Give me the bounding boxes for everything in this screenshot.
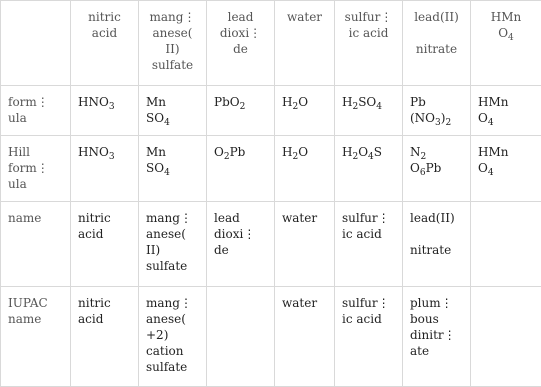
formula-manganese-sulfate: Mn $SO_4$ <box>139 86 207 136</box>
formula-sulfuric-acid: $H_2SO_4$ <box>335 86 403 136</box>
column-header-lead-dioxide: lead dioxi⋮ de <box>207 1 275 86</box>
hill-formula-manganese-sulfate: Mn $SO_4$ <box>139 136 207 202</box>
row-header-name: name <box>1 202 71 287</box>
name-hmno4-empty <box>471 202 541 287</box>
formula-water: $H_2O$ <box>275 86 335 136</box>
header-corner-cell <box>1 1 71 86</box>
column-header-sulfuric-acid: sulfur⋮ ic acid <box>335 1 403 86</box>
hill-formula-lead-dioxide: $O_2Pb$ <box>207 136 275 202</box>
iupac-sulfuric-acid: sulfur⋮ ic acid <box>335 287 403 387</box>
column-header-lead-nitrate: lead(II) nitrate <box>403 1 471 86</box>
formula-nitric-acid: $HNO_3$ <box>71 86 139 136</box>
iupac-nitric-acid: nitric acid <box>71 287 139 387</box>
column-header-nitric-acid: nitric acid <box>71 1 139 86</box>
row-header-hill-formula: Hill form⋮ ula <box>1 136 71 202</box>
hill-formula-lead-nitrate: $N_2$ $O_6Pb$ <box>403 136 471 202</box>
hill-formula-nitric-acid: $HNO_3$ <box>71 136 139 202</box>
row-header-iupac-name: IUPAC name <box>1 287 71 387</box>
iupac-lead-dioxide-empty <box>207 287 275 387</box>
formula-lead-dioxide: PbO$_2$ <box>207 86 275 136</box>
iupac-lead-nitrate: plum⋮ bous dinitr⋮ ate <box>403 287 471 387</box>
name-row <box>1 202 541 287</box>
hill-formula-sulfuric-acid: $H_2O_4S$ <box>335 136 403 202</box>
name-lead-nitrate: lead(II) nitrate <box>403 202 471 287</box>
hill-formula-water: $H_2O$ <box>275 136 335 202</box>
name-water: water <box>275 202 335 287</box>
iupac-manganese-sulfate: mang⋮ anese( +2) cation sulfate <box>139 287 207 387</box>
column-header-manganese-sulfate: mang⋮ anese( II) sulfate <box>139 1 207 86</box>
iupac-hmno4-empty <box>471 287 541 387</box>
formula-hmno4: HMn $O_4$ <box>471 86 541 136</box>
name-nitric-acid: nitric acid <box>71 202 139 287</box>
header-row <box>1 1 541 86</box>
name-sulfuric-acid: sulfur⋮ ic acid <box>335 202 403 287</box>
column-header-hmno4: HMn $O_4$ <box>471 1 541 86</box>
name-manganese-sulfate: mang⋮ anese( II) sulfate <box>139 202 207 287</box>
row-header-formula: form⋮ ula <box>1 86 71 136</box>
iupac-water: water <box>275 287 335 387</box>
hill-formula-hmno4: HMn $O_4$ <box>471 136 541 202</box>
name-lead-dioxide: lead dioxi⋮ de <box>207 202 275 287</box>
column-header-water: water <box>275 1 335 86</box>
iupac-name-row <box>1 287 541 387</box>
formula-lead-nitrate: Pb $(NO_3)_2$ <box>403 86 471 136</box>
hill-formula-row <box>1 136 541 202</box>
formula-row <box>1 86 541 136</box>
